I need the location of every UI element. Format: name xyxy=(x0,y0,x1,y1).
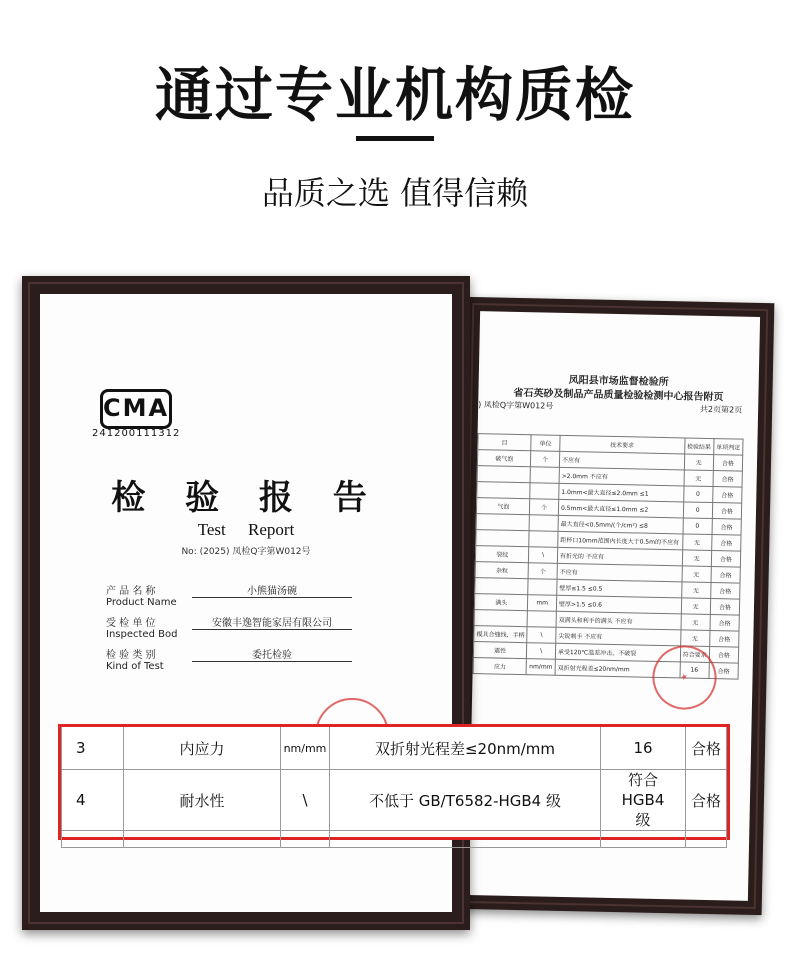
header-cell: 单位 xyxy=(531,435,560,452)
zoom-table xyxy=(61,727,727,848)
row-item: 满头 xyxy=(474,594,528,611)
cma-code: 241200111312 xyxy=(92,428,181,439)
row-verdict: 合格 xyxy=(710,615,740,632)
row-unit: \ xyxy=(527,627,556,644)
row-unit xyxy=(528,579,557,596)
row-result: 无 xyxy=(681,598,711,615)
row-result: 无 xyxy=(680,630,710,647)
row-verdict: 合格 xyxy=(711,567,741,584)
row-req: 壁厚>1.5 ≤0.6 xyxy=(556,595,681,614)
zoom-highlight xyxy=(58,724,730,840)
row-unit xyxy=(527,611,556,628)
row-no: 4 xyxy=(62,770,124,831)
row-item xyxy=(475,578,529,595)
row-req: 距杯口10mm范围内长度大于0.5m的不应有 xyxy=(558,531,683,550)
row-item: 破气泡 xyxy=(477,450,531,467)
report-number: No: (2025) 凤检Q字第W012号 xyxy=(181,547,311,557)
row-result: 无 xyxy=(682,566,712,583)
field-label-en: Product Name xyxy=(106,597,177,608)
row-item xyxy=(476,514,530,531)
appendix-number: ) 凤检Q字第W012号 xyxy=(478,400,554,411)
row-result: 16 xyxy=(680,662,710,679)
row-req: 不应有 xyxy=(557,563,682,582)
row-verdict: 合格 xyxy=(709,663,739,680)
cma-logo-icon: CMA xyxy=(100,389,172,429)
row-req: 最大直径<0.5mm/(个/cm²) ≤8 xyxy=(558,515,683,534)
row-item xyxy=(476,530,530,547)
row-no: 3 xyxy=(62,727,124,770)
row-verdict: 合格 xyxy=(713,471,743,488)
report-title-en: Test Report xyxy=(197,520,295,539)
row-result: 无 xyxy=(684,470,714,487)
row-req: 0.5mm<最大直径≤1.0mm ≤2 xyxy=(558,499,683,518)
appendix-subtitle: 省石英砂及制品产品质量检验检测中心报告附页 xyxy=(513,387,724,404)
row-verdict: 合格 xyxy=(710,599,740,616)
field-label-en: Inspected Bod xyxy=(106,629,178,640)
appendix-org: 凤阳县市场监督检验所 xyxy=(568,375,669,389)
row-req: 双满头和利手的满头 不应有 xyxy=(556,611,681,630)
row-result: 16 xyxy=(601,727,686,770)
row-verdict: 合格 xyxy=(712,487,742,504)
row-item xyxy=(477,466,531,483)
table-row xyxy=(62,831,727,848)
field-value: 安徽丰逸智能家居有限公司 xyxy=(192,614,352,630)
row-req: >2.0mm 不应有 xyxy=(559,467,684,486)
row-result: 无 xyxy=(681,582,711,599)
row-unit: \ xyxy=(281,770,330,831)
row-req: 1.0mm<最大直径≤2.0mm ≤1 xyxy=(559,483,684,502)
field-value: 小熊猫汤碗 xyxy=(192,582,352,598)
field-value: 委托检验 xyxy=(192,646,352,662)
table-row xyxy=(62,770,727,831)
row-item: 杂粒 xyxy=(475,562,529,579)
appendix-table xyxy=(473,433,744,680)
row-unit xyxy=(529,531,558,548)
row-item: 应力 xyxy=(473,658,527,675)
header-cell: 技术要求 xyxy=(560,435,685,454)
row-item: 耐水性 xyxy=(124,770,281,831)
row-req: 壁厚≤1.5 ≤0.5 xyxy=(557,579,682,598)
row-result: 无 xyxy=(681,614,711,631)
row-result: 0 xyxy=(683,518,713,535)
row-verdict: 合格 xyxy=(686,770,727,831)
row-item: 模具合缝线、手柄 xyxy=(474,626,528,643)
row-unit: nm/mm xyxy=(281,727,330,770)
row-verdict: 合格 xyxy=(686,727,727,770)
row-req: 有折光的 不应有 xyxy=(557,547,682,566)
row-req: 承受120℃温差冲击，不破裂 xyxy=(555,643,680,662)
row-item: 震性 xyxy=(473,642,527,659)
row-verdict: 合格 xyxy=(712,519,742,536)
row-req: 尖锐刺手 不应有 xyxy=(556,627,681,646)
page-subtitle: 品质之选 值得信赖 xyxy=(261,174,529,212)
table-row xyxy=(62,727,727,770)
row-req: 不低于 GB/T6582-HGB4 级 xyxy=(330,770,601,831)
row-result: 无 xyxy=(682,534,712,551)
row-verdict: 合格 xyxy=(711,551,741,568)
appendix-page: 共2页第2页 xyxy=(699,404,743,415)
title-divider xyxy=(356,136,434,141)
row-req: 双折射光程差≤20nm/mm xyxy=(555,659,680,678)
row-result: 0 xyxy=(683,502,713,519)
row-unit xyxy=(530,483,559,500)
row-unit: 个 xyxy=(530,499,559,516)
row-unit: 个 xyxy=(531,451,560,468)
row-result: 无 xyxy=(684,454,714,471)
row-verdict: 合格 xyxy=(711,535,741,552)
row-result: 符合要求 xyxy=(680,646,710,663)
row-unit: mm xyxy=(528,595,557,612)
row-result: 无 xyxy=(682,550,712,567)
row-item: 内应力 xyxy=(124,727,281,770)
row-item xyxy=(474,610,528,627)
row-verdict: 合格 xyxy=(709,631,739,648)
row-unit: \ xyxy=(527,643,556,660)
row-result: 0 xyxy=(683,486,713,503)
field-label-cn: 产 品 名 称 xyxy=(106,586,156,597)
row-item xyxy=(477,482,531,499)
row-unit xyxy=(529,515,558,532)
row-result: 符合 HGB4 级 xyxy=(601,770,686,831)
row-verdict: 合格 xyxy=(709,647,739,664)
row-verdict: 合格 xyxy=(712,503,742,520)
row-item: 裂纹 xyxy=(475,546,529,563)
row-req: 双折射光程差≤20nm/mm xyxy=(330,727,601,770)
page-title: 通过专业机构质检 xyxy=(154,61,635,129)
row-unit xyxy=(530,467,559,484)
header-cell: 检验结果 xyxy=(684,438,714,455)
row-unit: \ xyxy=(529,547,558,564)
row-unit: nm/mm xyxy=(526,659,555,676)
header-cell: 单项判定 xyxy=(713,439,743,456)
field-label-cn: 受 检 单 位 xyxy=(106,618,156,629)
row-req: 不应有 xyxy=(559,451,684,470)
field-label-cn: 检 验 类 别 xyxy=(106,650,156,661)
row-item: 气泡 xyxy=(476,498,530,515)
row-verdict: 合格 xyxy=(713,455,743,472)
inspection-stamp-icon: ★ xyxy=(644,637,725,718)
row-unit: 个 xyxy=(528,563,557,580)
field-label-en: Kind of Test xyxy=(106,661,164,672)
report-title: 检 验 报 告 xyxy=(111,478,381,518)
header-cell: 目 xyxy=(478,434,532,451)
row-verdict: 合格 xyxy=(710,583,740,600)
